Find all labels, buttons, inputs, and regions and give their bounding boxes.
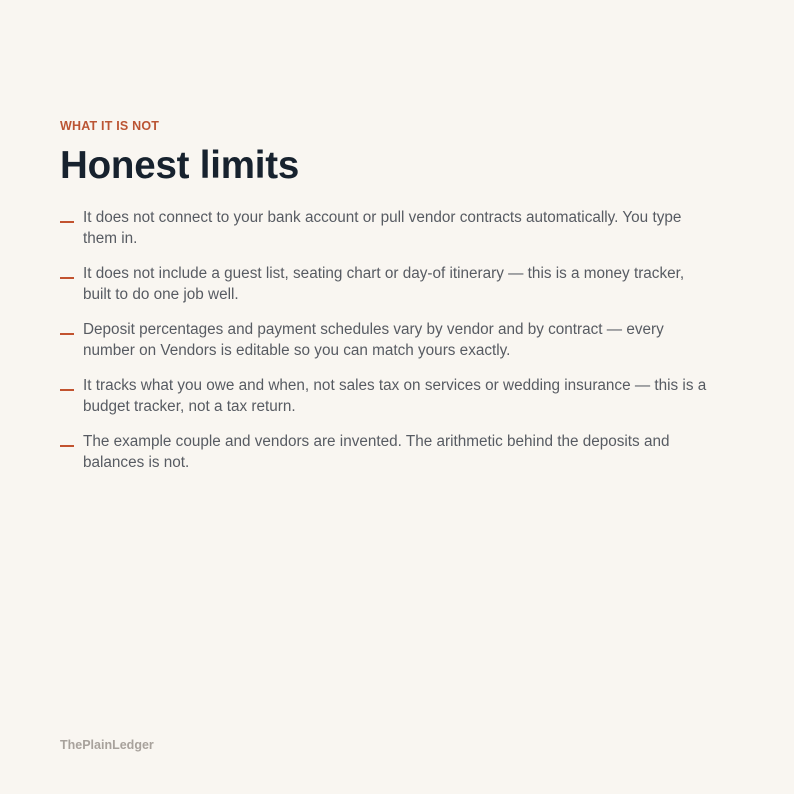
- dash-icon: [60, 207, 83, 223]
- limits-list: [60, 207, 710, 473]
- list-item: [60, 375, 710, 417]
- list-item-text: It does not include a guest list, seating chart or day-of itinerary — this is a money tracker, built to do one job well.: [83, 265, 685, 303]
- dash-icon: [60, 319, 83, 335]
- dash-icon: [60, 263, 83, 279]
- dash-icon: [60, 375, 83, 391]
- list-item-text: It does not connect to your bank account or pull vendor contracts automatically. You type them in.: [83, 209, 682, 247]
- limits-section: [60, 119, 710, 487]
- page-title: Honest limits: [60, 144, 300, 187]
- list-item: [60, 207, 710, 249]
- list-item-text: The example couple and vendors are invented. The arithmetic behind the deposits and balances is not.: [83, 433, 670, 471]
- brand-footer: ThePlainLedger: [60, 738, 154, 752]
- section-eyebrow: WHAT IT IS NOT: [60, 119, 160, 133]
- dash-icon: [60, 431, 83, 447]
- list-item-text: Deposit percentages and payment schedules vary by vendor and by contract — every number on Vendors is editable so you can match yours exactly.: [83, 321, 664, 359]
- list-item-text: It tracks what you owe and when, not sales tax on services or wedding insurance — this is a budget tracker, not a tax return.: [83, 377, 707, 415]
- list-item: [60, 263, 710, 305]
- list-item: [60, 319, 710, 361]
- list-item: [60, 431, 710, 473]
